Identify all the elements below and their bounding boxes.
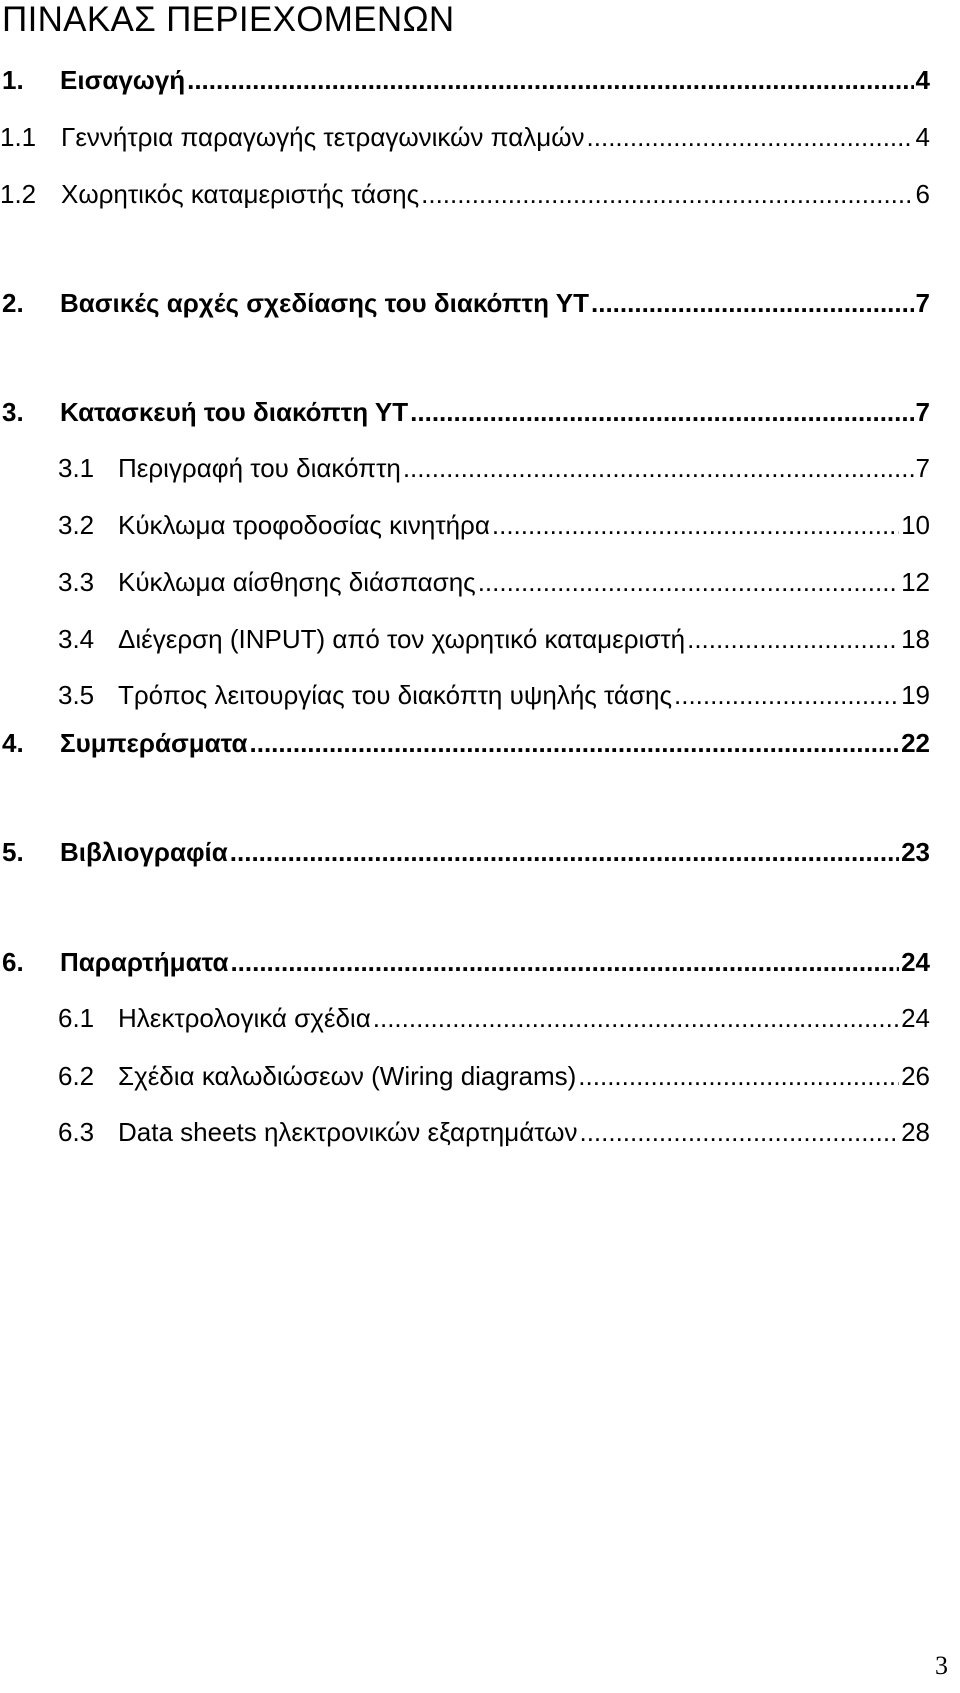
toc-entry-number: 3.2: [58, 510, 95, 540]
toc-entry-number: 3.4: [58, 624, 95, 654]
toc-entry[interactable]: [0, 505, 930, 545]
toc-entry-number: 1.1: [0, 122, 37, 152]
toc-entry-number: 3.3: [58, 567, 95, 597]
dot-leader: [373, 998, 899, 1038]
toc-entry-title: Παραρτήματα: [60, 947, 229, 977]
toc-entry-title: Τρόπος λειτουργίας του διακόπτη υψηλής τάσης: [118, 680, 672, 710]
toc-entry-page: 6: [915, 179, 930, 209]
dot-leader: [591, 283, 914, 323]
toc-entry[interactable]: [0, 283, 930, 323]
toc-entry-number: 6.1: [58, 1003, 95, 1033]
toc-entry-number: 1.2: [0, 179, 37, 209]
dot-leader: [403, 448, 914, 488]
toc-entry-page: 24: [901, 1003, 930, 1033]
toc-entry-number: 5.: [2, 837, 24, 867]
dot-leader: [587, 117, 914, 157]
toc-entry-page: 10: [901, 510, 930, 540]
dot-leader: [579, 1112, 899, 1152]
toc-entry-number: 6.: [2, 947, 24, 977]
toc-entry[interactable]: [0, 998, 930, 1038]
toc-entry[interactable]: [0, 1112, 930, 1152]
toc-entry[interactable]: [0, 117, 930, 157]
toc-entry[interactable]: [0, 448, 930, 488]
dot-leader: [478, 562, 899, 602]
toc-entry-page: 4: [915, 122, 930, 152]
toc-entry-page: 24: [901, 947, 930, 977]
dot-leader: [578, 1056, 899, 1096]
toc-entry-title: Χωρητικός καταμεριστής τάσης: [61, 179, 420, 209]
toc-entry-number: 3.: [2, 397, 24, 427]
toc-entry[interactable]: [0, 723, 930, 763]
toc-entry-page: 12: [901, 567, 930, 597]
toc-entry-number: 6.3: [58, 1117, 95, 1147]
toc-entry-title: Ηλεκτρολογικά σχέδια: [118, 1003, 371, 1033]
toc-entry-number: 3.1: [58, 453, 95, 483]
dot-leader: [187, 60, 913, 100]
toc-entry-number: 4.: [2, 728, 24, 758]
toc-entry[interactable]: [0, 832, 930, 872]
toc-entry-title: Διέγερση (INPUT) από τον χωρητικό καταμεριστή: [118, 624, 686, 654]
toc-entry-title: Σχέδια καλωδιώσεων (Wiring diagrams): [118, 1061, 577, 1091]
toc-entry-title: Εισαγωγή: [60, 65, 186, 95]
toc-entry[interactable]: [0, 60, 930, 100]
dot-leader: [674, 675, 899, 715]
dot-leader: [230, 832, 899, 872]
toc-entry-title: Κύκλωμα αίσθησης διάσπασης: [118, 567, 476, 597]
toc-entry-title: Περιγραφή του διακόπτη: [118, 453, 401, 483]
toc-entry-number: 3.5: [58, 680, 95, 710]
toc-entry[interactable]: [0, 942, 930, 982]
toc-entry-title: Βιβλιογραφία: [60, 837, 228, 867]
toc-entry-page: 28: [901, 1117, 930, 1147]
toc-entry-page: 4: [915, 65, 930, 95]
toc-entry-title: Data sheets ηλεκτρονικών εξαρτημάτων: [118, 1117, 578, 1147]
dot-leader: [492, 505, 899, 545]
toc-entry-page: 23: [901, 837, 930, 867]
toc-entry[interactable]: [0, 562, 930, 602]
toc-entry-page: 7: [915, 397, 930, 427]
toc-entry-title: Συμπεράσματα: [60, 728, 248, 758]
toc-entry[interactable]: [0, 174, 930, 214]
toc-entry-title: Κατασκευή του διακόπτη ΥΤ: [60, 397, 409, 427]
page-number: 3: [935, 1651, 948, 1680]
toc-entry[interactable]: [0, 675, 930, 715]
page-title: ΠΙΝΑΚΑΣ ΠΕΡΙΕΧΟΜΕΝΩΝ: [2, 0, 455, 39]
toc-entry-title: Γεννήτρια παραγωγής τετραγωνικών παλμών: [61, 122, 585, 152]
toc-entry-number: 1.: [2, 65, 24, 95]
toc-entry[interactable]: [0, 392, 930, 432]
toc-entry-page: 19: [901, 680, 930, 710]
toc-entry-page: 18: [901, 624, 930, 654]
dot-leader: [421, 174, 913, 214]
toc-entry-number: 2.: [2, 288, 24, 318]
toc-entry-page: 7: [915, 453, 930, 483]
toc-entry-page: 22: [901, 728, 930, 758]
toc-entry[interactable]: [0, 619, 930, 659]
toc-entry-number: 6.2: [58, 1061, 95, 1091]
dot-leader: [687, 619, 899, 659]
dot-leader: [230, 942, 899, 982]
toc-entry-title: Βασικές αρχές σχεδίασης του διακόπτη ΥΤ: [60, 288, 589, 318]
toc-entry-page: 7: [915, 288, 930, 318]
toc-entry[interactable]: [0, 1056, 930, 1096]
dot-leader: [250, 723, 900, 763]
toc-entry-title: Κύκλωμα τροφοδοσίας κινητήρα: [118, 510, 490, 540]
dot-leader: [410, 392, 913, 432]
toc-entry-page: 26: [901, 1061, 930, 1091]
